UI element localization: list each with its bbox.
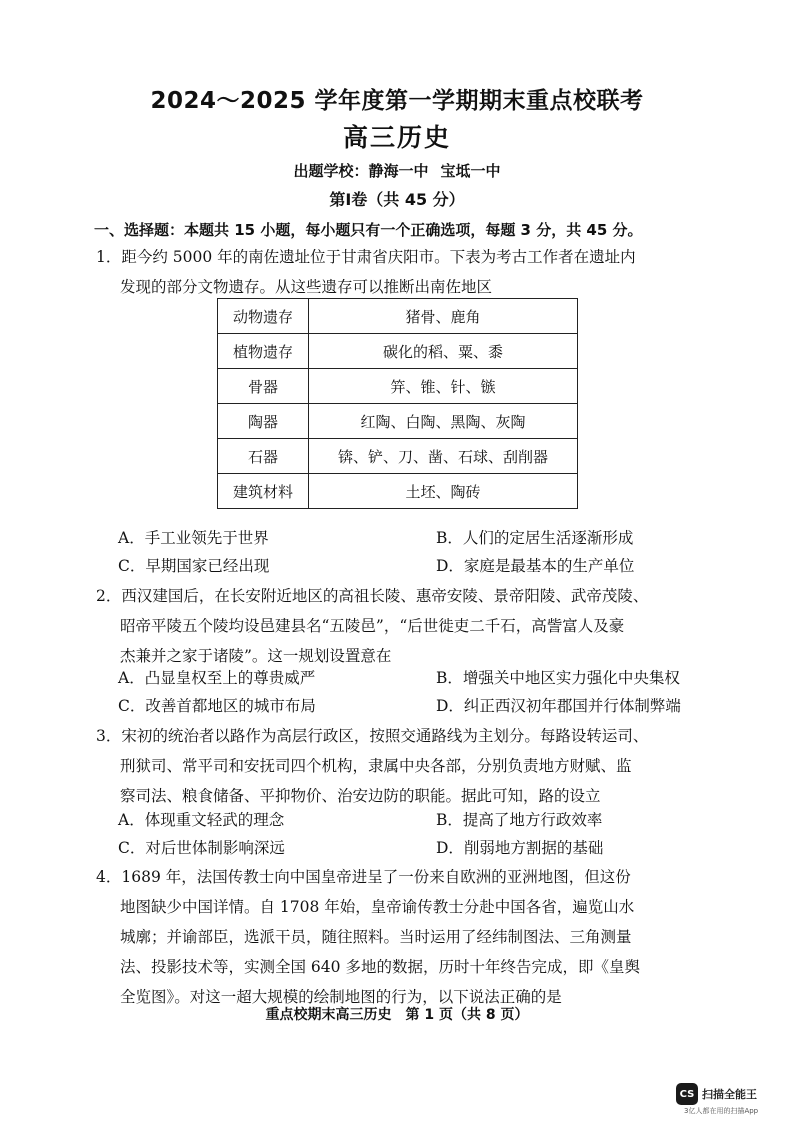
option-d[interactable]: D．削弱地方割据的基础: [436, 839, 604, 857]
question-2-options: [118, 664, 718, 720]
table-cell-items: 红陶、白陶、黑陶、灰陶: [309, 404, 578, 439]
table-cell-category: 植物遗存: [218, 334, 309, 369]
option-c[interactable]: C．早期国家已经出现: [118, 557, 270, 575]
table-row: [218, 334, 578, 369]
option-a[interactable]: A．凸显皇权至上的尊贵威严: [118, 669, 316, 687]
table-cell-items: 碳化的稻、粟、黍: [309, 334, 578, 369]
question-3-stem: [96, 721, 716, 811]
exam-subject: 高三历史: [342, 123, 451, 152]
question-4-line: 地图缺少中国详情。自 1708 年始，皇帝谕传教士分赴中国各省，遍览山水: [120, 898, 635, 916]
table-row: [218, 439, 578, 474]
table-cell-items: 锛、铲、刀、凿、石球、刮削器: [309, 439, 578, 474]
question-3-line: 3．宋初的统治者以路作为高层行政区，按照交通路线为主划分。每路设转运司、: [96, 727, 649, 745]
table-cell-category: 动物遗存: [218, 299, 309, 334]
option-b[interactable]: B．人们的定居生活逐渐形成: [436, 529, 634, 547]
table-cell-category: 石器: [218, 439, 309, 474]
scanner-watermark: [676, 1083, 757, 1105]
option-c[interactable]: C．对后世体制影响深远: [118, 839, 285, 857]
option-b[interactable]: B．提高了地方行政效率: [436, 811, 603, 829]
question-4-line: 城廓；并谕部臣，选派干员，随往照料。当时运用了经纬制图法、三角测量: [120, 928, 632, 946]
table-cell-category: 陶器: [218, 404, 309, 439]
camscanner-logo-icon: CS: [676, 1083, 698, 1105]
relics-table: [217, 298, 578, 509]
option-d[interactable]: D．家庭是最基本的生产单位: [436, 557, 635, 575]
question-4-line: 法、投影技术等，实测全国 640 多地的数据，历时十年终告完成，即《皇舆: [120, 958, 640, 976]
table-row: [218, 474, 578, 509]
option-b[interactable]: B．增强关中地区实力强化中央集权: [436, 669, 680, 687]
table-cell-category: 建筑材料: [218, 474, 309, 509]
option-d[interactable]: D．纠正西汉初年郡国并行体制弊端: [436, 697, 681, 715]
question-2-line: 杰兼并之家于诸陵”。这一规划设置意在: [120, 647, 392, 665]
question-4-line: 全览图》。对这一超大规模的绘制地图的行为，以下说法正确的是: [120, 988, 562, 1006]
question-4-line: 4．1689 年，法国传教士向中国皇帝进呈了一份来自欧洲的亚洲地图，但这份: [96, 868, 631, 886]
question-2-stem: [96, 581, 716, 671]
table-row: [218, 369, 578, 404]
question-3-line: 察司法、粮食储备、平抑物价、治安边防的职能。据此可知，路的设立: [120, 787, 601, 805]
question-3-line: 刑狱司、常平司和安抚司四个机构，隶属中央各部，分别负责地方财赋、监: [120, 757, 632, 775]
volume-heading: 第Ⅰ卷（共 45 分）: [329, 190, 465, 209]
school-second: 宝坻一中: [440, 162, 501, 180]
scanner-name: 扫描全能王: [702, 1088, 757, 1101]
table-row: [218, 404, 578, 439]
question-2-line: 昭帝平陵五个陵均设邑建县名“五陵邑”，“后世徙吏二千石，高訾富人及豪: [120, 617, 625, 635]
question-2-line: 2．西汉建国后，在长安附近地区的高祖长陵、惠帝安陵、景帝阳陵、武帝茂陵、: [96, 587, 649, 605]
scanner-tagline: 3亿人都在用的扫描App: [684, 1107, 759, 1115]
exam-title: 2024～2025 学年度第一学期期末重点校联考: [150, 88, 644, 114]
table-cell-items: 土坯、陶砖: [309, 474, 578, 509]
setting-schools: [0, 160, 794, 181]
school-first: 出题学校：静海一中: [293, 162, 429, 180]
table-row: [218, 299, 578, 334]
section-heading: 一、选择题：本题共 15 小题，每小题只有一个正确选项，每题 3 分，共 45 分。: [94, 221, 643, 239]
question-4-stem: [96, 862, 716, 1012]
table-cell-category: 骨器: [218, 369, 309, 404]
table-cell-items: 猪骨、鹿角: [309, 299, 578, 334]
question-1-line: 1．距今约 5000 年的南佐遗址位于甘肃省庆阳市。下表为考古工作者在遗址内: [96, 248, 636, 266]
question-1-stem: [96, 242, 716, 302]
question-1-line: 发现的部分文物遗存。从这些遗存可以推断出南佐地区: [120, 278, 493, 296]
question-3-options: [118, 806, 718, 862]
question-1-options: [118, 524, 718, 580]
option-a[interactable]: A．手工业领先于世界: [118, 529, 269, 547]
table-cell-items: 笄、锥、针、镞: [309, 369, 578, 404]
page-footer: 重点校期末高三历史 第 1 页（共 8 页）: [265, 1007, 529, 1023]
option-a[interactable]: A．体现重文轻武的理念: [118, 811, 285, 829]
option-c[interactable]: C．改善首都地区的城市布局: [118, 697, 316, 715]
